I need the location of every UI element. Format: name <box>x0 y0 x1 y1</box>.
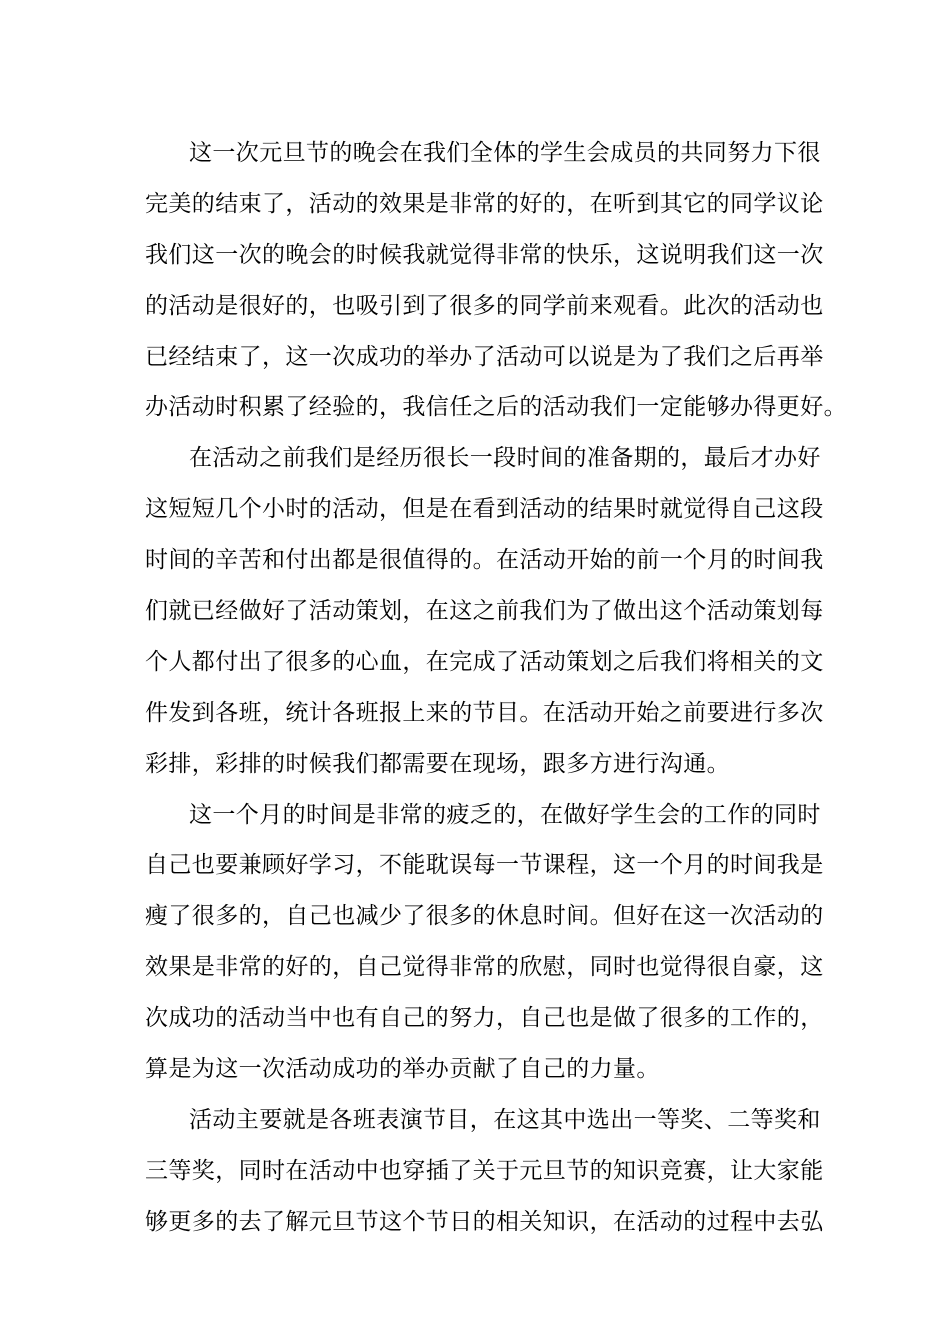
text-line: 这短短几个小时的活动，但是在看到活动的结果时就觉得自己这段 <box>145 496 824 523</box>
text-line: 效果是非常的好的，自己觉得非常的欣慰，同时也觉得很自豪，这 <box>145 954 824 981</box>
paragraph-4 <box>145 1095 824 1248</box>
text-line: 个人都付出了很多的心血，在完成了活动策划之后我们将相关的文 <box>145 648 824 675</box>
text-line: 件发到各班，统计各班报上来的节目。在活动开始之前要进行多次 <box>145 699 824 726</box>
text-line: 完美的结束了，活动的效果是非常的好的，在听到其它的同学议论 <box>145 190 824 217</box>
text-line: 在活动之前我们是经历很长一段时间的准备期的，最后才办好 <box>189 445 821 472</box>
text-line: 时间的辛苦和付出都是很值得的。在活动开始的前一个月的时间我 <box>145 547 824 574</box>
text-line: 瘦了很多的，自己也减少了很多的休息时间。但好在这一次活动的 <box>145 903 824 930</box>
text-line: 自己也要兼顾好学习，不能耽误每一节课程，这一个月的时间我是 <box>145 852 824 879</box>
paragraph-2 <box>145 433 824 789</box>
text-line: 三等奖，同时在活动中也穿插了关于元旦节的知识竞赛，让大家能 <box>145 1157 824 1184</box>
text-line: 办活动时积累了经验的，我信任之后的活动我们一定能够办得更好。 <box>145 394 847 421</box>
text-line: 们就已经做好了活动策划，在这之前我们为了做出这个活动策划每 <box>145 598 824 625</box>
text-line: 这一个月的时间是非常的疲乏的，在做好学生会的工作的同时 <box>189 801 821 828</box>
text-line: 活动主要就是各班表演节目，在这其中选出一等奖、二等奖和 <box>189 1106 821 1133</box>
text-line: 已经结束了，这一次成功的举办了活动可以说是为了我们之后再举 <box>145 343 824 370</box>
text-line: 次成功的活动当中也有自己的努力，自己也是做了很多的工作的， <box>145 1005 824 1032</box>
text-line: 这一次元旦节的晚会在我们全体的学生会成员的共同努力下很 <box>189 140 821 166</box>
text-line: 我们这一次的晚会的时候我就觉得非常的快乐，这说明我们这一次 <box>145 241 824 268</box>
text-line: 够更多的去了解元旦节这个节日的相关知识，在活动的过程中去弘 <box>145 1208 824 1235</box>
document-body <box>145 128 847 1248</box>
text-line: 的活动是很好的，也吸引到了很多的同学前来观看。此次的活动也 <box>145 292 824 319</box>
paragraph-3 <box>145 790 824 1095</box>
text-line: 彩排，彩排的时候我们都需要在现场，跟多方进行沟通。 <box>145 750 730 777</box>
paragraph-1 <box>145 128 847 433</box>
text-line: 算是为这一次活动成功的举办贡献了自己的力量。 <box>145 1056 660 1083</box>
